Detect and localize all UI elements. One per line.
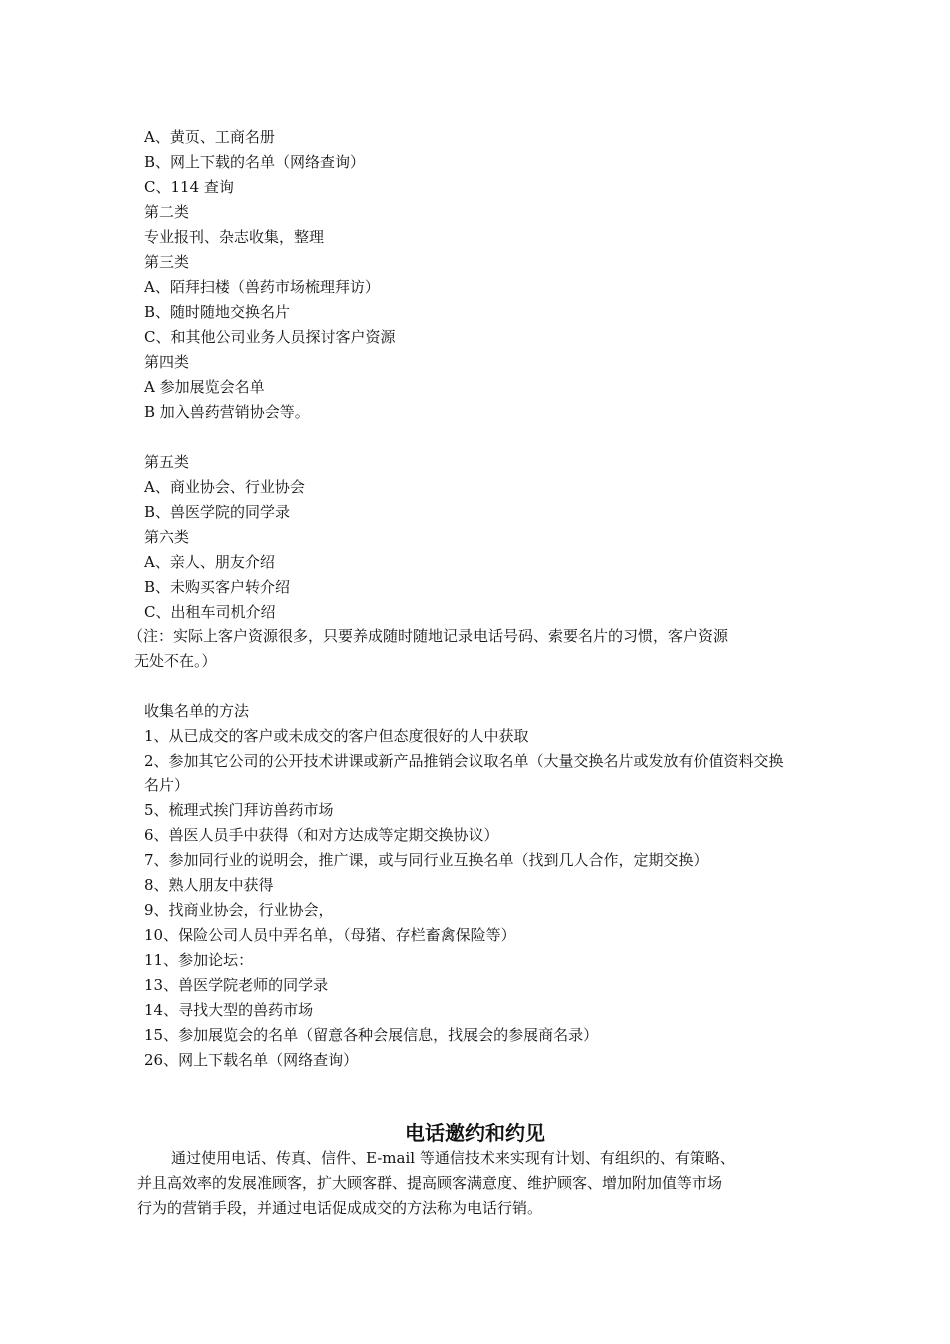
method-item: 6、兽医人员手中获得（和对方达成等定期交换协议） xyxy=(144,826,499,844)
source-item: C、出租车司机介绍 xyxy=(144,603,276,621)
category-heading: 第四类 xyxy=(144,353,190,371)
source-item: B 加入兽药营销协会等。 xyxy=(144,403,310,421)
category-heading: 第六类 xyxy=(144,528,190,546)
method-item: 15、参加展览会的名单（留意各种会展信息，找展会的参展商名录） xyxy=(144,1026,599,1044)
method-item: 2、参加其它公司的公开技术讲课或新产品推销会议取名单（大量交换名片或发放有价值资料交换 xyxy=(144,752,784,770)
method-item: 26、网上下载名单（网络查询） xyxy=(144,1051,359,1069)
method-item: 7、参加同行业的说明会，推广课，或与同行业互换名单（找到几人合作，定期交换） xyxy=(144,851,709,869)
source-item: B、随时随地交换名片 xyxy=(144,303,291,321)
source-item: 专业报刊、杂志收集，整理 xyxy=(144,228,325,246)
paragraph-line: 通过使用电话、传真、信件、E-mail 等通信技术来实现有计划、有组织的、有策略、 xyxy=(171,1149,735,1167)
method-item: 14、寻找大型的兽药市场 xyxy=(144,1001,314,1019)
paragraph-line: 行为的营销手段，并通过电话促成成交的方法称为电话行销。 xyxy=(137,1199,543,1217)
note-text: 无处不在。） xyxy=(134,652,217,670)
methods-title: 收集名单的方法 xyxy=(144,702,250,720)
category-heading: 第二类 xyxy=(144,203,190,221)
source-item: A 参加展览会名单 xyxy=(144,378,265,396)
note-text: （注：实际上客户资源很多，只要养成随时随地记录电话号码、索要名片的习惯，客户资源 xyxy=(128,627,729,645)
source-item: A、陌拜扫楼（兽药市场梳理拜访） xyxy=(144,278,380,296)
method-item: 13、兽医学院老师的同学录 xyxy=(144,976,329,994)
source-item: A、黄页、工商名册 xyxy=(144,128,275,146)
method-item: 10、保险公司人员中弄名单，（母猪、存栏畜禽保险等） xyxy=(144,926,516,944)
source-item: A、商业协会、行业协会 xyxy=(144,478,305,496)
category-heading: 第五类 xyxy=(144,453,190,471)
method-item: 5、梳理式挨门拜访兽药市场 xyxy=(144,801,334,819)
source-item: B、兽医学院的同学录 xyxy=(144,503,291,521)
category-heading: 第三类 xyxy=(144,253,190,271)
section-heading: 电话邀约和约见 xyxy=(405,1121,545,1145)
source-item: B、未购买客户转介绍 xyxy=(144,578,291,596)
method-item: 8、熟人朋友中获得 xyxy=(144,876,274,894)
method-item: 9、找商业协会，行业协会， xyxy=(144,901,334,919)
method-item: 名片） xyxy=(144,776,190,794)
source-item: C、和其他公司业务人员探讨客户资源 xyxy=(144,328,396,346)
method-item: 1、从已成交的客户或未成交的客户但态度很好的人中获取 xyxy=(144,727,529,745)
source-item: B、网上下载的名单（网络查询） xyxy=(144,153,366,171)
paragraph-line: 并且高效率的发展准顾客，扩大顾客群、提高顾客满意度、维护顾客、增加附加值等市场 xyxy=(137,1174,723,1192)
method-item: 11、参加论坛： xyxy=(144,951,254,969)
source-item: C、114 查询 xyxy=(144,178,234,196)
source-item: A、亲人、朋友介绍 xyxy=(144,553,275,571)
